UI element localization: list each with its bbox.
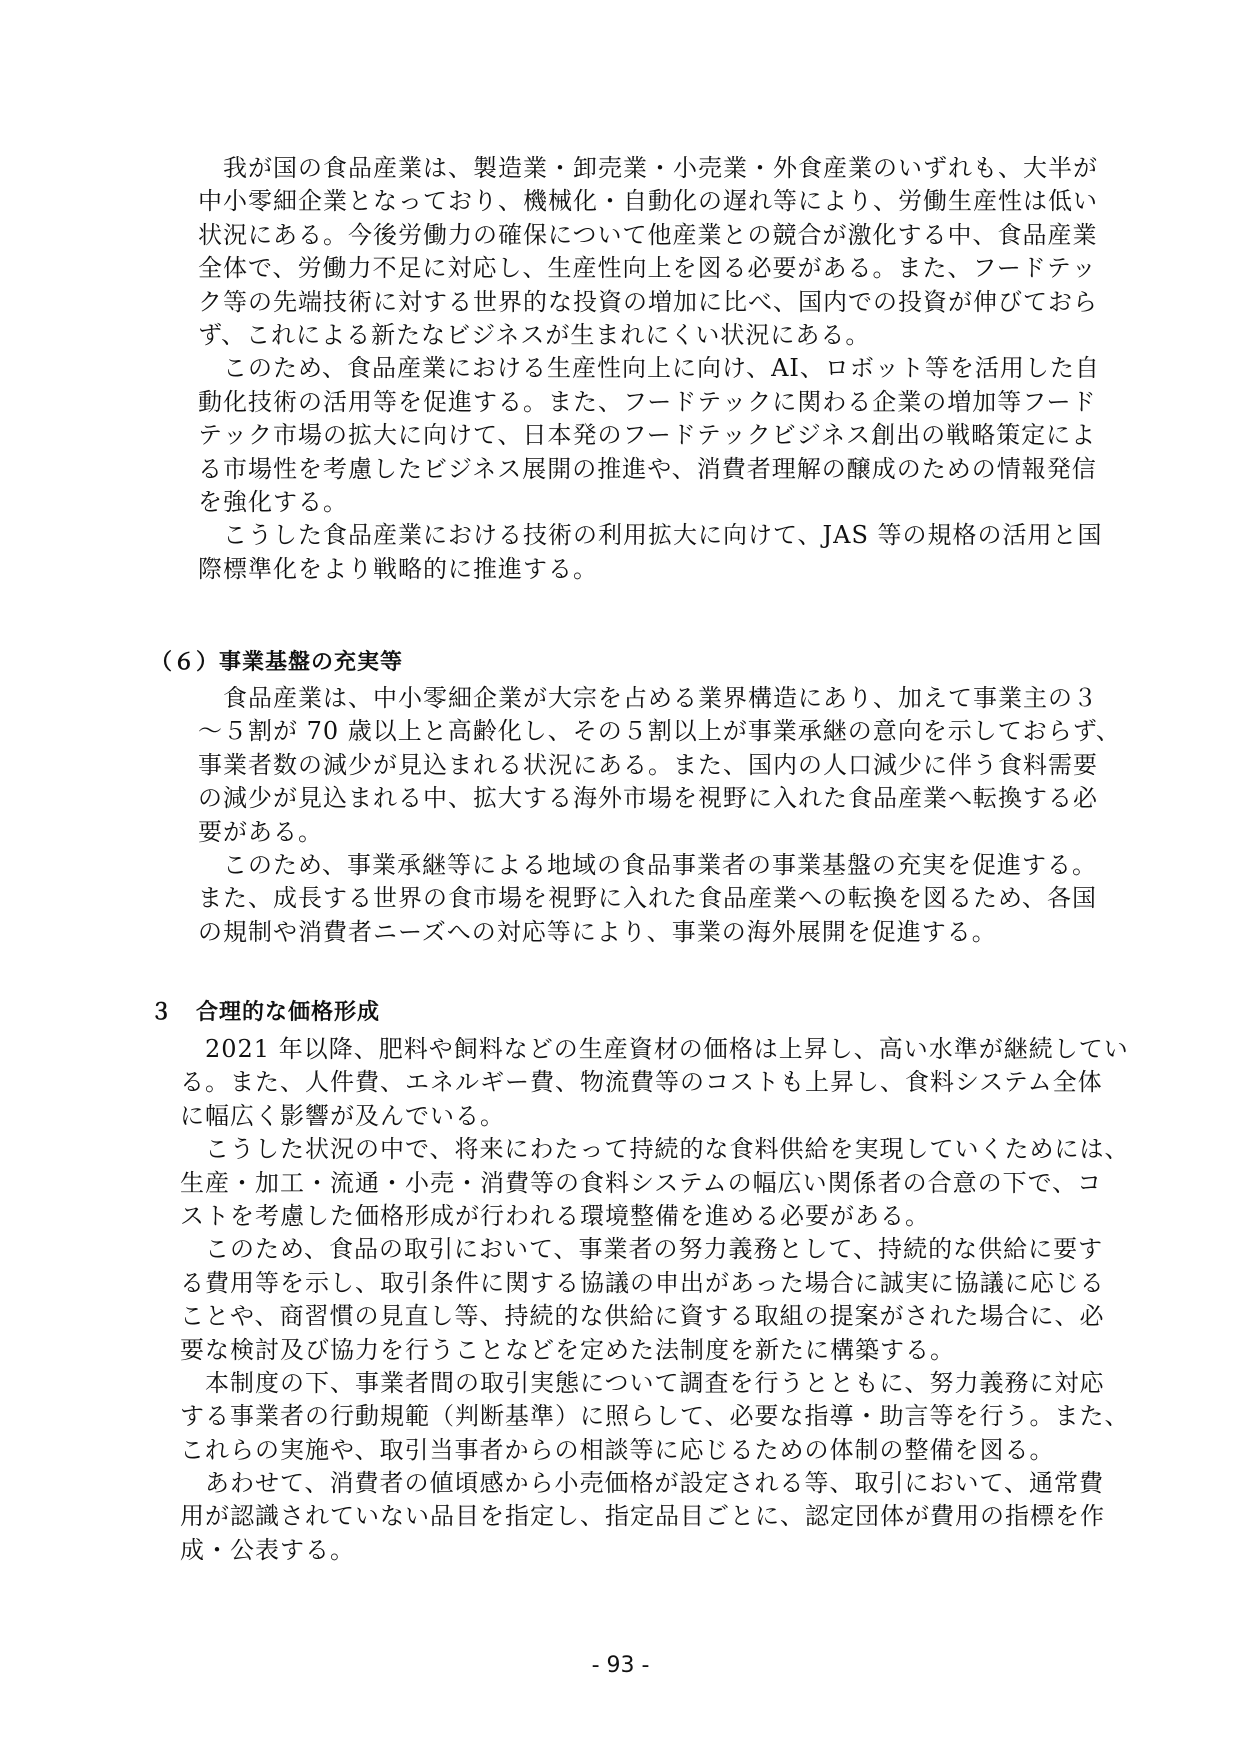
- text-line: 際標準化をより戦略的に推進する。: [198, 554, 598, 583]
- text-line: このため、食品の取引において、事業者の努力義務として、持続的な供給に要す: [180, 1235, 1104, 1264]
- section-heading-3: ３ 合理的な価格形成: [150, 1000, 381, 1025]
- text-line: 要がある。: [198, 817, 323, 846]
- text-line: 食品産業は、中小零細企業が大宗を占める業界構造にあり、加えて事業主の３: [198, 684, 1098, 712]
- text-line: あわせて、消費者の値頃感から小売価格が設定される等、取引において、通常費: [180, 1469, 1105, 1498]
- section-6-paragraphs: [198, 682, 1121, 949]
- text-line: これらの実施や、取引当事者からの相談等に応じるための体制の整備を図る。: [180, 1435, 1055, 1464]
- text-line: 用が認識されていない品目を指定し、指定品目ごとに、認定団体が費用の指標を作: [180, 1502, 1105, 1531]
- text-line: を強化する。: [198, 487, 348, 516]
- text-line: 全体で、労働力不足に対応し、生産性向上を図る必要がある。また、フードテッ: [198, 254, 1097, 283]
- text-line: 要な検討及び協力を行うことなどを定めた法制度を新たに構築する。: [180, 1335, 955, 1364]
- text-line: ことや、商習慣の見直し等、持続的な供給に資する取組の提案がされた場合に、必: [180, 1302, 1105, 1331]
- text-line: 動化技術の活用等を促進する。また、フードテックに関わる企業の増加等フード: [198, 387, 1097, 416]
- text-line: このため、食品産業における生産性向上に向け、AI、ロボット等を活用した自: [198, 354, 1100, 383]
- section-heading-6: （６）事業基盤の充実等: [150, 650, 404, 675]
- section-3-paragraphs: [180, 1033, 1130, 1567]
- text-line: また、成長する世界の食市場を視野に入れた食品産業への転換を図るため、各国: [198, 884, 1098, 913]
- text-line: このため、事業承継等による地域の食品事業者の事業基盤の充実を促進する。: [198, 850, 1098, 879]
- text-line: 成・公表する。: [180, 1535, 355, 1564]
- text-line: 中小零細企業となっており、機械化・自動化の遅れ等により、労働生産性は低い: [198, 187, 1098, 216]
- text-line: に幅広く影響が及んでいる。: [180, 1101, 505, 1130]
- intro-paragraphs: [198, 152, 1103, 586]
- text-line: の規制や消費者ニーズへの対応等により、事業の海外展開を促進する。: [198, 917, 997, 946]
- text-line: ～５割が 70 歳以上と高齢化し、その５割以上が事業承継の意向を示しておらず、: [198, 717, 1121, 746]
- text-line: ストを考慮した価格形成が行われる環境整備を進める必要がある。: [180, 1201, 930, 1230]
- page-number: - 93 -: [591, 1653, 650, 1678]
- text-line: こうした状況の中で、将来にわたって持続的な食料供給を実現していくためには、: [180, 1135, 1130, 1164]
- text-line: る費用等を示し、取引条件に関する協議の申出があった場合に誠実に協議に応じる: [180, 1268, 1105, 1297]
- text-line: ず、これによる新たなビジネスが生まれにくい状況にある。: [198, 320, 871, 349]
- text-line: る。また、人件費、エネルギー費、物流費等のコストも上昇し、食料システム全体: [180, 1068, 1103, 1097]
- text-line: 生産・加工・流通・小売・消費等の食料システムの幅広い関係者の合意の下で、コ: [180, 1168, 1103, 1197]
- text-line: 状況にある。今後労働力の確保について他産業との競合が激化する中、食品産業: [198, 220, 1098, 249]
- text-line: する事業者の行動規範（判断基準）に照らして、必要な指導・助言等を行う。また、: [180, 1402, 1130, 1431]
- text-line: 本制度の下、事業者間の取引実態について調査を行うとともに、努力義務に対応: [180, 1368, 1105, 1397]
- text-line: 我が国の食品産業は、製造業・卸売業・小売業・外食産業のいずれも、大半が: [198, 154, 1098, 182]
- text-line: 2021 年以降、肥料や飼料などの生産資材の価格は上昇し、高い水準が継続してい: [180, 1035, 1129, 1063]
- text-line: る市場性を考慮したビジネス展開の推進や、消費者理解の醸成のための情報発信: [198, 454, 1097, 483]
- text-line: 事業者数の減少が見込まれる状況にある。また、国内の人口減少に伴う食料需要: [198, 750, 1098, 779]
- text-line: ク等の先端技術に対する世界的な投資の増加に比べ、国内での投資が伸びておら: [198, 287, 1098, 316]
- text-line: こうした食品産業における技術の利用拡大に向けて、JAS 等の規格の活用と国: [198, 521, 1103, 550]
- text-line: の減少が見込まれる中、拡大する海外市場を視野に入れた食品産業へ転換する必: [198, 784, 1098, 813]
- text-line: テック市場の拡大に向けて、日本発のフードテックビジネス創出の戦略策定によ: [198, 421, 1097, 450]
